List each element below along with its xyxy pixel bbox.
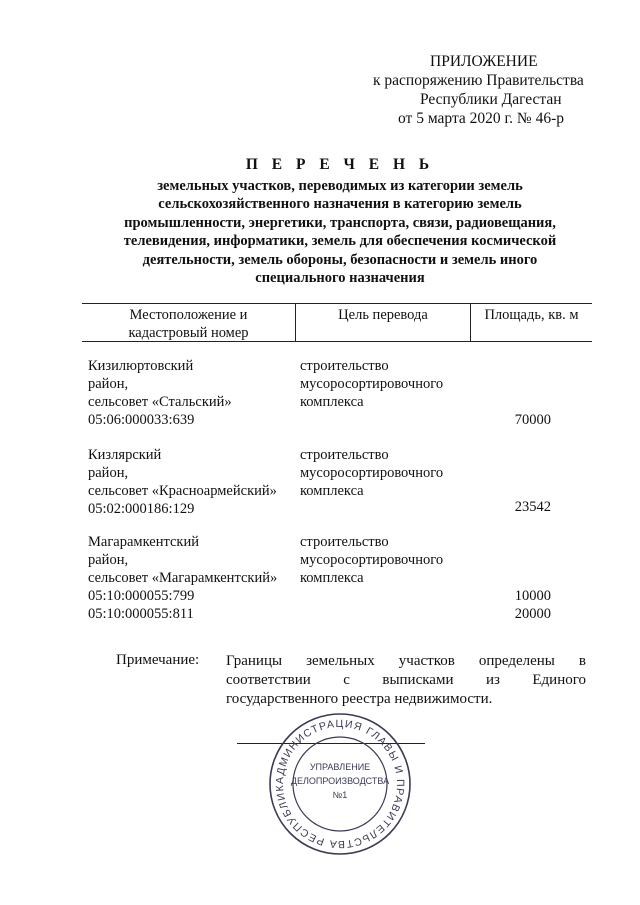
row-purpose	[300, 357, 443, 411]
row-purpose-line-2: мусоросортировочного	[300, 552, 444, 568]
table-header-location-line-2: кадастровый номер	[128, 325, 249, 341]
row-council: сельсовет «Красноармейский»	[88, 483, 277, 499]
row-purpose-line-2: мусоросортировочного	[300, 376, 444, 392]
table-row	[88, 446, 277, 518]
stamp-seal-icon	[266, 710, 414, 858]
row-district-word: район,	[88, 552, 129, 568]
table-header-purpose: Цель перевода	[338, 307, 428, 323]
row-area-value: 20000	[514, 606, 551, 622]
row-purpose-line-3: комплекса	[300, 394, 364, 410]
document-subtitle: земельных участков, переводимых из категории земель сельскохозяйственного назначения в категорию земель промышленности, энергетики, транспорта, связи, радиовещания, телевидения, информатики, земель для обеспечения космической деятельности, земель обороны, безопасности и земель иного специального назначения	[123, 178, 557, 287]
stamp-center-line-2: ДЕЛОПРОИЗВОДСТВА	[290, 776, 390, 786]
stamp-ring-text: АДМИНИСТРАЦИЯ ГЛАВЫ И ПРАВИТЕЛЬСТВА РЕСПУБЛИК	[273, 717, 407, 851]
row-purpose-line-3: комплекса	[300, 483, 364, 499]
row-area: 23542	[514, 499, 551, 515]
row-district: Кизилюртовский	[88, 358, 194, 374]
row-district: Кизлярский	[88, 447, 162, 463]
row-purpose-line-1: строительство	[300, 358, 389, 374]
row-cadastral-number: 05:02:000186:129	[88, 501, 195, 517]
table-row	[88, 533, 277, 623]
table-header-location	[82, 306, 295, 342]
appendix-line-2: к распоряжению Правительства	[373, 72, 584, 89]
row-purpose-line-3: комплекса	[300, 570, 364, 586]
row-area	[471, 587, 551, 623]
document-title: П Е Р Е Ч Е Н Ь	[245, 156, 435, 173]
table-header-area: Площадь, кв. м	[484, 307, 579, 323]
row-cadastral-number: 05:06:000033:639	[88, 412, 195, 428]
row-purpose	[300, 446, 443, 500]
appendix-line-3: Республики Дагестан	[420, 91, 562, 108]
table-top-rule	[82, 303, 592, 304]
appendix-header	[340, 52, 630, 128]
row-cadastral-number: 05:10:000055:811	[88, 606, 194, 622]
row-area-value: 10000	[514, 588, 551, 604]
table-row	[88, 357, 232, 429]
row-cadastral-number: 05:10:000055:799	[88, 588, 195, 604]
row-purpose	[300, 533, 443, 587]
note-text: Границы земельных участков определены в соответствии с выписками из Единого государственного реестра недвижимости.	[226, 653, 586, 707]
note-label: Примечание:	[116, 652, 200, 668]
row-purpose-line-1: строительство	[300, 534, 389, 550]
row-council: сельсовет «Стальский»	[88, 394, 232, 410]
appendix-title: ПРИЛОЖЕНИЕ	[430, 53, 538, 70]
appendix-line-4: от 5 марта 2020 г. № 46-р	[398, 110, 564, 127]
row-area: 70000	[514, 412, 551, 428]
stamp-center-line-1: УПРАВЛЕНИЕ	[309, 762, 371, 772]
row-district-word: район,	[88, 465, 129, 481]
row-district-word: район,	[88, 376, 129, 392]
office-stamp	[266, 710, 414, 858]
row-purpose-line-2: мусоросортировочного	[300, 465, 444, 481]
table-header-location-line-1: Местоположение и	[129, 307, 248, 323]
stamp-center-line-3: №1	[332, 790, 348, 800]
row-district: Магарамкентский	[88, 534, 199, 550]
row-council: сельсовет «Магарамкентский»	[88, 570, 278, 586]
row-purpose-line-1: строительство	[300, 447, 389, 463]
